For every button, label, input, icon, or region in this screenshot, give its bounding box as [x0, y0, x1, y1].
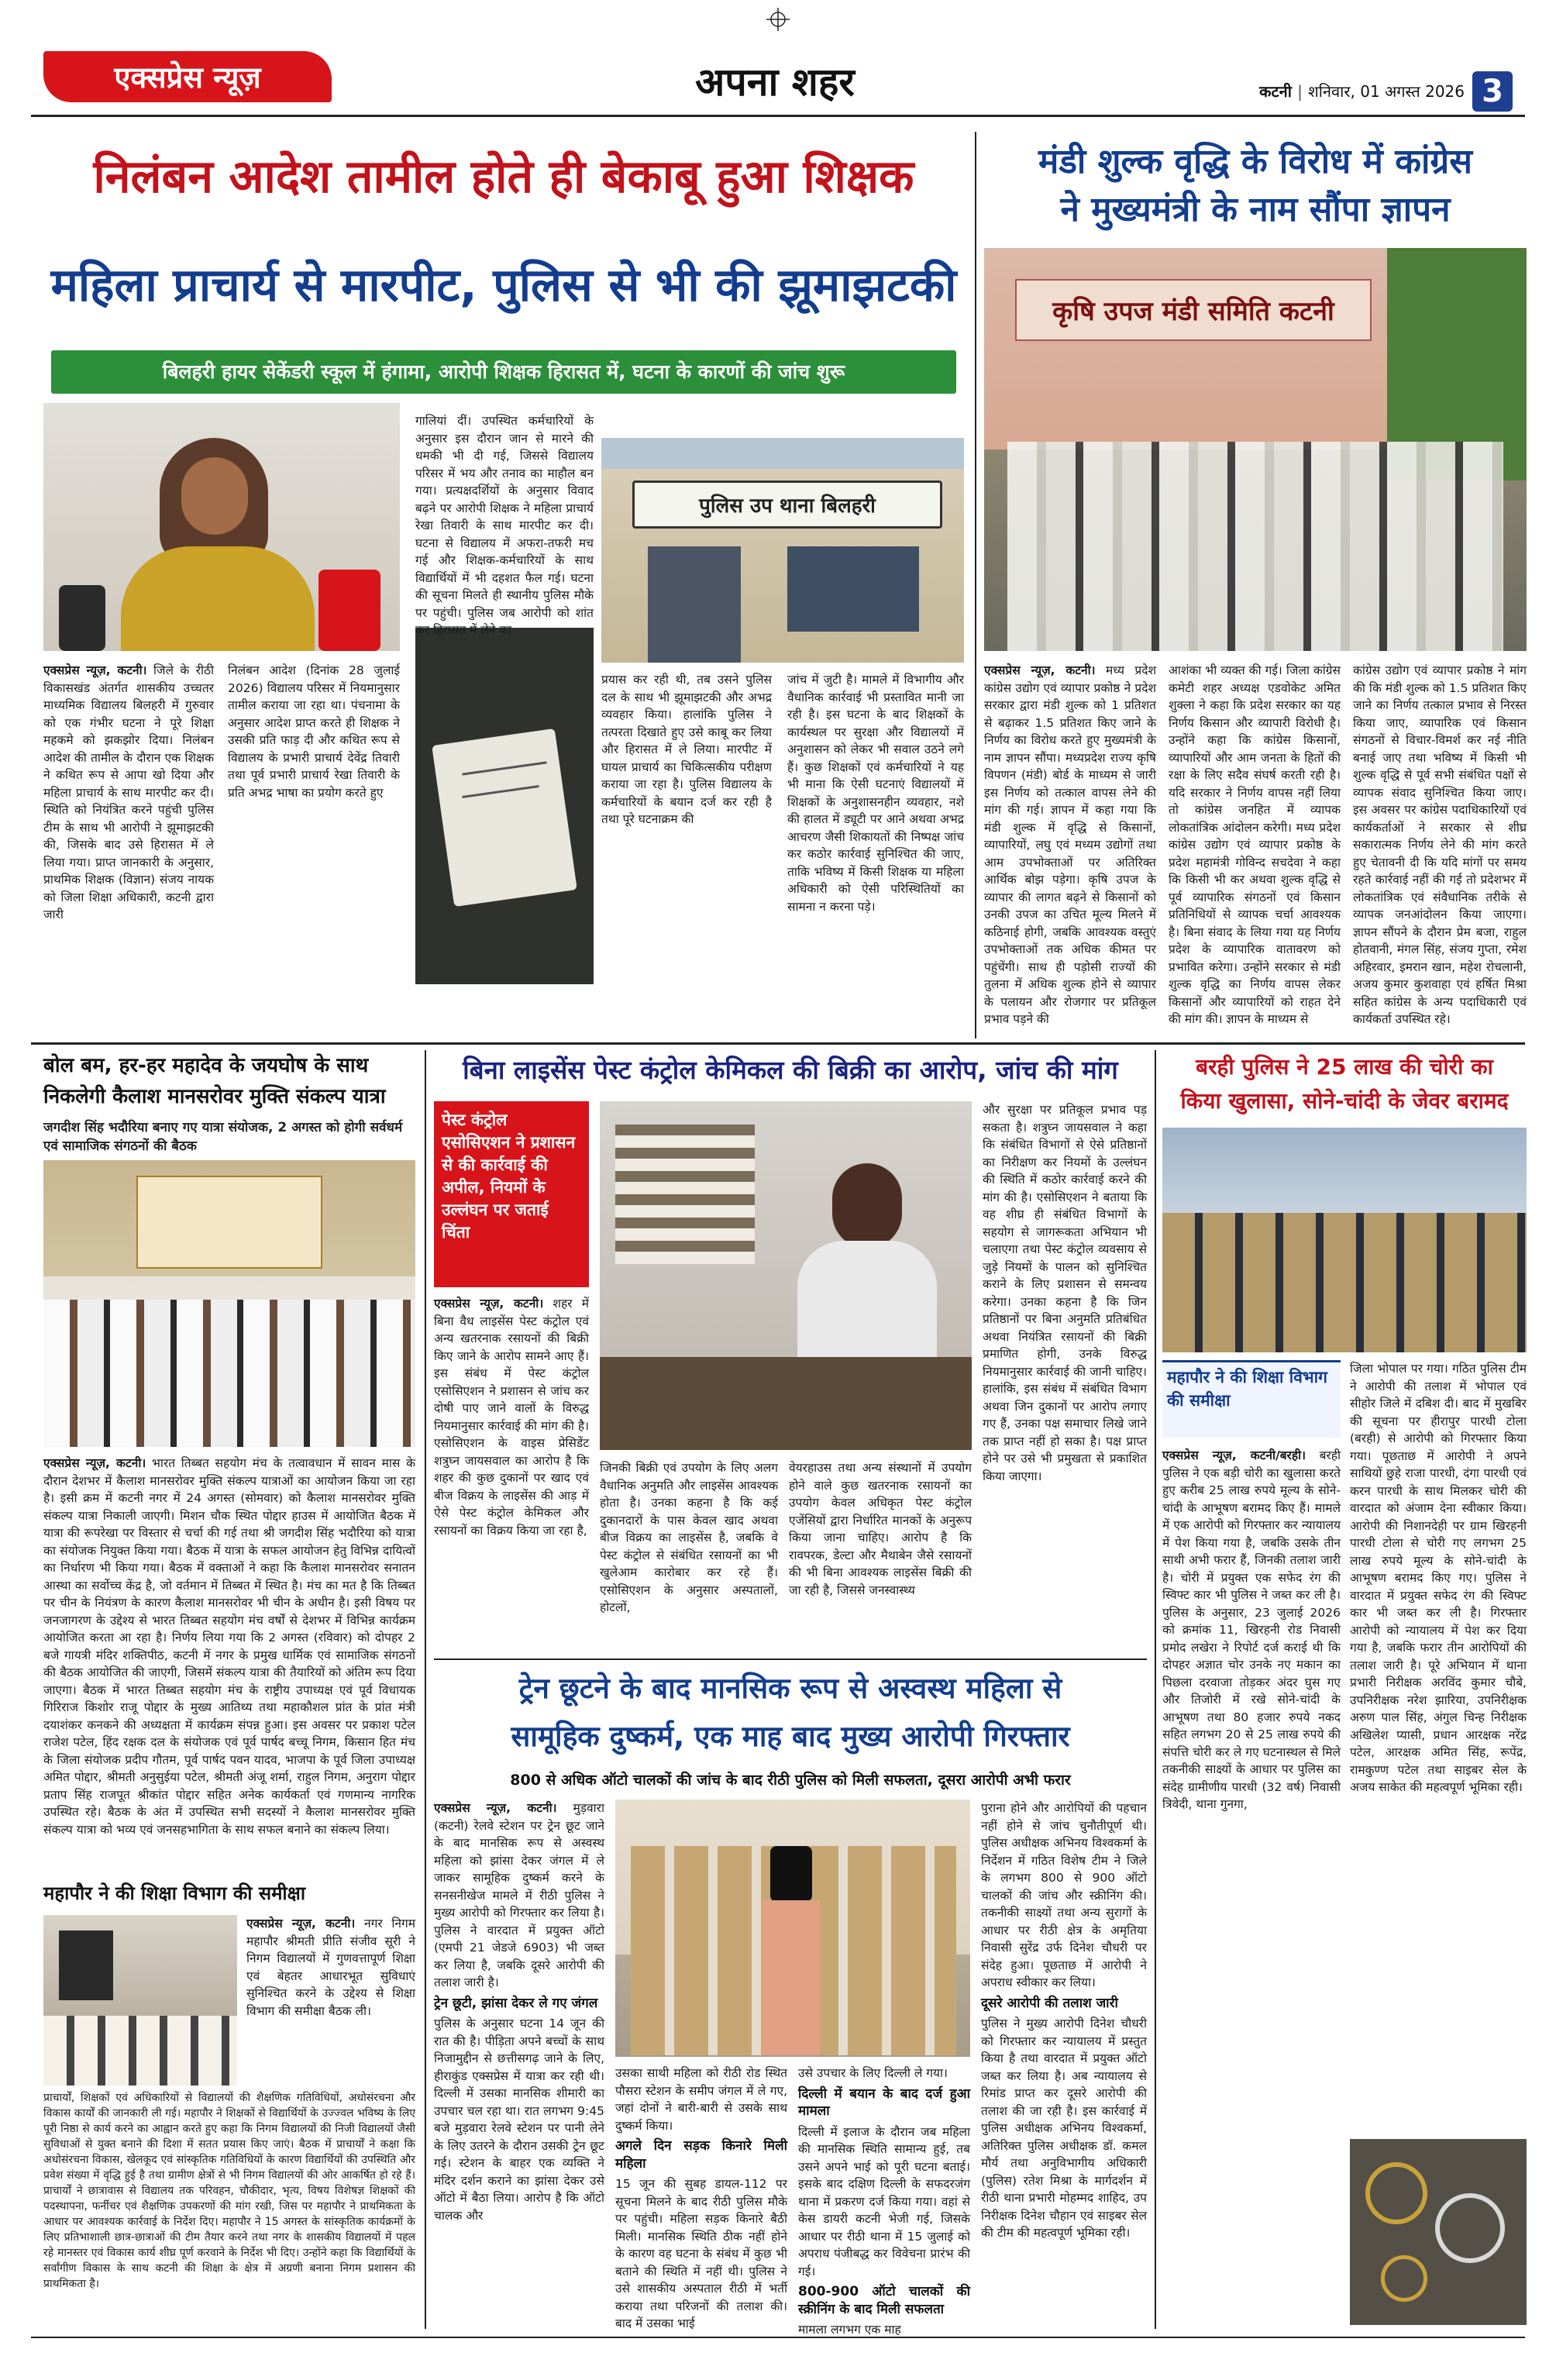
dateline: एक्सप्रेस न्यूज़, कटनी। — [434, 1801, 557, 1815]
headline-line-2: सामूहिक दुष्कर्म, एक माह बाद मुख्य आरोपी गिरफ्तार — [511, 1720, 1070, 1753]
story2-text-a: मध्य प्रदेश कांग्रेस उद्योग एवं व्यापार प्रकोष्ठ ने प्रदेश सरकार द्वारा मंडी शुल्क को 1 प्रतिशत से बढ़ाकर 1.5 प्रतिशत किए जाने के निर्णय का विरोध करते हुए मुख्यमंत्री के नाम ज्ञापन सौंपा। मध्यप्रदेश राज्य कृषि विपणन (मंडी) बोर्ड के माध्यम से जारी इस निर्णय को तत्काल वापस लेने की मांग की गई। ज्ञापन में कहा गया कि मंडी शुल्क में वृद्धि से किसानों, व्यापारियों, लघु एवं मध्यम उद्योगों तथा आम उपभोक्ताओं पर अतिरिक्त आर्थिक बोझ पड़ेगा। कृषि उपज के व्यापार की लागत बढ़ने से किसानों को उनकी उपज का उचित मूल्य मिलने में कठिनाई होगी, जबकि आवश्यक वस्तुएं उपभोक्ताओं तक अधिक कीमत पर पहुंचेंगी। साथ ही पड़ोसी राज्यों की तुलना में अधिक शुल्क होने से व्यापार के पलायन और रोजगार पर प्रतिकूल प्रभाव पड़ने की — [984, 663, 1157, 1026]
story3-body — [43, 1455, 415, 1889]
headline-line-2: किया खुलासा, सोने-चांदी के जेवर बरामद — [1180, 1088, 1509, 1114]
photo-memorandum-handover — [984, 248, 1527, 651]
story5-col-b: जिनकी बिक्री एवं उपयोग के लिए अलग वैधानिक अनुमति और लाइसेंस आवश्यक होता है। उनका कहना है कि कई दुकानदारों के पास केवल खाद अथवा बीज विक्रय का लाइसेंस है, जबकि वे पेस्ट कंट्रोल से संबंधित रसायनों का भी खुलेआम कारोबार कर रहे हैं। एसोसिएशन के अनुसार अस्पतालों, होटलों, — [600, 1461, 778, 1614]
story7-text-d: पुराना होने और आरोपियों की पहचान नहीं होने से जांच चुनौतीपूर्ण थी। पुलिस अधीक्षक अभिनय विश्वकर्मा के निर्देशन में गठित विशेष टीम ने जिले के लगभग 800 से 900 ऑटो चालकों की जांच और स्क्रीनिंग की। तकनीकी साक्ष्यों तथा अन्य सुरागों के आधार पर रीठी क्षेत्र के अमृतिया निवासी सुरेंद्र उर्फ दिनेश चौधरी पर संदेह हुआ। पूछताछ में आरोपी ने अपराध स्वीकार कर लिया। — [981, 1801, 1147, 1989]
photo-police-post — [601, 438, 964, 663]
headline: बिना लाइसेंस पेस्ट कंट्रोल केमिकल की बिक्री का आरोप, जांच की मांग — [463, 1055, 1118, 1085]
photo-meeting-group — [43, 1160, 415, 1447]
masthead-rule — [31, 115, 1525, 117]
story6-text-a: बरही पुलिस ने एक बड़ी चोरी का खुलासा करते हुए करीब 25 लाख रुपये मूल्य के सोने-चांदी के आभूषण बरामद किए हैं। मामले में एक आरोपी को गिरफ्तार कर न्यायालय में पेश किया गया है, जबकि उसके तीन साथी अभी फरार हैं, जिनकी तलाश जारी है। चोरी में प्रयुक्त एक सफेद रंग की स्विफ्ट कार भी पुलिस ने जब्त कर ली है। पुलिस के अनुसार, 23 जुलाई 2026 को क्रमांक 11, खिरहनी रोड निवासी प्रमोद लखेरा ने रिपोर्ट दर्ज कराई थी कि दोपहर अज्ञात चोर उनके नए मकान का पिछला दरवाजा तोड़कर अंदर घुस गए और तिजोरी में रखे सोने-चांदी के आभूषण तथा 80 हजार रुपये नकद सहित लगभग 20 से 25 लाख रुपये की संपत्ति चोरी कर ले गए घटनास्थल से मिले तकनीकी साक्ष्यों के आधार पर पुलिस का संदेह ग्रामीणीय पारधी (32 वर्ष) निवासी त्रिवेदी, थाना गुनगा, — [1162, 1448, 1341, 1811]
photo-principal-interview — [43, 403, 400, 651]
story1-col-d: प्रयास कर रही थी, तब उसने पुलिस दल के साथ भी झूमाझटकी और अभद्र व्यवहार किया। हालांकि पुलिस ने तत्परता दिखाते हुए उसे काबू कर लिया और हिरासत में ले लिया। मारपीट में घायल प्राचार्य का चिकित्सकीय परीक्षण कराया जा रहा है। पुलिस विद्यालय के कर्मचारियों के बयान दर्ज कर रही है तथा पूरे घटनाक्रम की — [601, 673, 772, 826]
subsection-heading: 800-900 ऑटो चालकों की स्क्रीनिंग के बाद मिली सफलता — [798, 2284, 970, 2317]
story7-text-a2: पुलिस के अनुसार घटना 14 जून की रात की है। पीड़िता अपने बच्चों के साथ निजामुद्दीन से छत्तीसगढ़ जाने के लिए, हीराकुंड एक्सप्रेस में यात्रा कर रही थी। दिल्ली में उसका मानसिक शीमारी का उपचार चल रहा था। रात लगभग 9:45 बजे मुड़वारा रेलवे स्टेशन पर पानी लेने के लिए उतरने के दौरान उसकी ट्रेन छूट गई। स्टेशन के बाहर एक व्यक्ति ने मंदिर दर्शन कराने का झांसा देकर उसे ऑटो में बैठा लिया। आरोप है कि ऑटो चालक और — [434, 2017, 604, 2223]
story7-col-c — [798, 2065, 970, 2337]
subhead: जगदीश सिंह भदौरिया बनाए गए यात्रा संयोजक, 2 अगस्त को होगी सर्वधर्म एवं सामाजिक संगठनों की बैठक — [43, 1120, 403, 1154]
story-pest-control — [434, 1050, 1147, 1655]
headline-line-1: ट्रेन छूटने के बाद मानसिक रूप से अस्वस्थ महिला से — [518, 1672, 1062, 1705]
story4-text-right: नगर निगम महापौर श्रीमती प्रीति संजीव सूरी ने निगम विद्यालयों में गुणवत्तापूर्ण शिक्षा एवं बेहतर आधारभूत सुविधाएं सुनिश्चित करने के उद्देश्य से शिक्षा विभाग की समीक्षा बैठक ली। — [246, 1917, 415, 2018]
photo-pest-control-office — [600, 1101, 972, 1450]
city-name: कटनी — [1259, 82, 1292, 101]
story7-text-b2: 15 जून की सुबह डायल-112 पर सूचना मिलने के बाद रीठी पुलिस मौके पर पहुंची। महिला सड़क किनारे बैठी मिली। मानसिक स्थिति ठीक नहीं होने के कारण वह घटना के संबंध में कुछ भी बताने की स्थिति में नहीं थी। पुलिस ने उसे शासकीय अस्पताल रीठी में भर्ती कराया तथा परिजनों की तलाश की। बाद में उसका भाई — [615, 2177, 787, 2330]
story2-col-a — [984, 662, 1156, 1038]
brand-name: एक्सप्रेस न्यूज़ — [114, 60, 261, 95]
headline-line-1: मंडी शुल्क वृद्धि के विरोध में कांग्रेस — [1038, 142, 1472, 181]
page-number: 3 — [1472, 71, 1513, 112]
story7-col-b — [615, 2065, 787, 2331]
horizontal-divider — [31, 1042, 1525, 1045]
story1-col-c: गालियां दीं। उपस्थित कर्मचारियों के अनुसार इस दौरान जान से मारने की धमकी भी दी गई, जिससे विद्यालय परिसर में भय और तनाव का माहौल बन गया। प्रत्यक्षदर्शियों के अनुसार विवाद बढ़ने पर आरोपी शिक्षक ने महिला प्राचार्य रेखा तिवारी के साथ मारपीट कर दी। घटना से विद्यालय में अफरा-तफरी मच गई और शिक्षक-कर्मचारियों के साथ विद्यार्थियों में भी दहशत फैल गई। घटना की सूचना मिलते ही स्थानीय पुलिस मौके पर पहुंची। पुलिस जब आरोपी को शांत कर हिरासत में लेने का — [415, 414, 594, 637]
headline-line-2: महिला प्राचार्य से मारपीट, पुलिस से भी की झूमाझटकी — [50, 258, 957, 312]
story6-col-a — [1162, 1447, 1341, 2323]
photo-recovered-jewellery — [1350, 2139, 1527, 2325]
section-title: अपना शहर — [695, 60, 855, 105]
vertical-divider-top — [975, 132, 976, 1038]
story4-col-right — [246, 1915, 415, 2086]
story6-col-b: जिला भोपाल पर गया। गठित पुलिस टीम ने आरोपी की तलाश में भोपाल एवं सीहोर जिले में दबिश दी। बाद में मुखबिर की सूचना पर हीरापुर पारधी टोला (बरही) से आरोपी को गिरफ्तार किया गया। पूछताछ में आरोपी ने अपने साथियों छुहे राजा पारधी, दंगा पारधी एवं करन पारधी के साथ मिलकर चोरी की वारदात को अंजाम देना स्वीकार किया। आरोपी की निशानदेही पर ग्राम खिरहनी पारधी टोला से चोरी गए लगभग 25 लाख रुपये मूल्य के सोने-चांदी के आभूषण बरामद किए गए। पुलिस ने वारदात में प्रयुक्त सफेद रंग की स्विफ्ट कार भी जब्त कर ली है। गिरफ्तार आरोपी को न्यायालय में पेश कर दिया गया है, जबकि फरार तीन आरोपियों की तलाश जारी है। पूरे अभियान में थाना प्रभारी निरीक्षक अरविंद कुमार चौबे, उपनिरीक्षक नरेश झारिया, उपनिरीक्षक अरुण पाल सिंह, अंगुल चिन्ह निरीक्षक अखिलेश प्यासी, प्रधान आरक्षक नरेंद्र पटेल, आरक्षक अमित सिंह, रूपेंद्र, रामकुण्ण पटेल तथा साइबर सेल के अजय साकेत की महत्वपूर्ण भूमिका रही। — [1350, 1362, 1527, 1794]
story-mandi-fee — [984, 132, 1527, 1038]
subsection-heading: दूसरे आरोपी की तलाश जारी — [981, 1995, 1118, 2011]
story-mayor-education-review — [43, 1879, 415, 2321]
story7-text-a: मुड़वारा (कटनी) रेलवे स्टेशन पर ट्रेन छूट जाने के बाद मानसिक रूप से अस्वस्थ महिला को झांसा देकर जंगल में ले जाकर सामूहिक दुष्कर्म करने के सनसनीखेज मामले में रीठी पुलिस ने मुख्य आरोपी को गिरफ्तार कर लिया है। पुलिस ने वारदात में प्रयुक्त ऑटो (एमपी 21 जेडजे 6903) भी जब्त कर लिया है, जबकि दूसरे आरोपी की तलाश जारी है। — [434, 1801, 604, 1989]
police-sign-text: पुलिस उप थाना बिलहरी — [699, 494, 876, 518]
dateline: एक्सप्रेस न्यूज़, कटनी/बरही। — [1162, 1448, 1306, 1462]
headline: महापौर ने की शिक्षा विभाग की समीक्षा — [43, 1882, 306, 1904]
inset-headline: महापौर ने की शिक्षा विभाग की समीक्षा — [1167, 1368, 1327, 1410]
headline-line-1: बोल बम, हर-हर महादेव के जयघोष के साथ — [43, 1054, 369, 1077]
dateline: एक्सप्रेस न्यूज़, कटनी। — [246, 1917, 356, 1931]
subsection-heading: ट्रेन छूटी, झांसा देकर ले गए जंगल — [434, 1995, 598, 2011]
dateline: एक्सप्रेस न्यूज़, कटनी। — [43, 1456, 146, 1470]
mandi-sign-text: कृषि उपज मंडी समिति कटनी — [1052, 296, 1334, 327]
brand-logo — [43, 51, 332, 102]
story5-col-d: और सुरक्षा पर प्रतिकूल प्रभाव पड़ सकता है। शत्रुघ्न जायसवाल ने कहा कि संबंधित विभागों से ऐसे प्रतिष्ठानों का निरीक्षण कर नियमों के उल्लंघन की स्थिति में कठोर कार्रवाई करने की मांग की है। एसोसिएशन ने बताया कि वह शीघ्र ही संबंधित विभागों के सहयोग से जागरूकता अभियान भी चलाएगा तथा पेस्ट कंट्रोल व्यवसाय से जुड़े नियमों के पालन को सुनिश्चित कराने के लिए प्रशासन से समन्वय करेगा। उनका कहना है कि जिन प्रतिष्ठानों पर बिना अनुमति प्रतिबंधित अथवा नियंत्रित रसायनों की बिक्री प्रमाणित होगी, उनके विरुद्ध नियमानुसार कार्रवाई की जानी चाहिए। हालांकि, इस संबंध में संबंधित विभाग अथवा जिन दुकानों पर आरोप लगाए गए हैं, उनका पक्ष समाचार लिखे जाने तक प्राप्त नहीं हो सका है। पक्ष प्राप्त होने पर उसे भी प्रमुखता से प्रकाशित किया जाएगा। — [983, 1103, 1147, 1483]
story1-col-a — [43, 662, 214, 1038]
subsection-heading: अगले दिन सड़क किनारे मिली महिला — [615, 2138, 787, 2172]
vertical-divider-left — [425, 1050, 426, 2329]
headline-line-2: निकलेगी कैलाश मानसरोवर मुक्ति संकल्प यात्रा — [43, 1085, 386, 1108]
story1-col-b: निलंबन आदेश (दिनांक 28 जुलाई 2026) विद्यालय परिसर में नियमानुसार तामील कराया जा रहा था। पंचनामा के अनुसार आदेश प्राप्त करते ही शिक्षक ने उसकी प्रति फाड़ दी और कथित रूप से विद्यालय के प्रभारी प्राचार्य देवेंद्र तिवारी तथा पूर्व प्रभारी प्राचार्य रेखा तिवारी के प्रति अभद्र भाषा का प्रयोग करते हुए — [228, 663, 400, 800]
story5-col-c: वेयरहाउस तथा अन्य संस्थानों में उपयोग होने वाले कुछ खतरनाक रसायनों का उपयोग केवल अधिकृत पेस्ट कंट्रोल एजेंसियों द्वारा निर्धारित मानकों के अनुरूप किया जाना चाहिए। आरोप है कि रावपरक, डेल्टा और मैथाबेन जैसे रसायनों की भी बिना आवश्यक लाइसेंस बिक्री की जा रही है, जिससे जनस्वास्थ्य — [789, 1461, 972, 1597]
story2-col-c: कांग्रेस उद्योग एवं व्यापार प्रकोष्ठ ने मांग की कि मंडी शुल्क को 1.5 प्रतिशत किए जाने का निर्णय तत्काल प्रभाव से निरस्त किया जाए, व्यापारिक एवं किसान संगठनों से विचार-विमर्श कर नई नीति बनाई जाए तथा भविष्य में किसी भी शुल्क वृद्धि से पूर्व सभी संबंधित पक्षों से व्यापक संवाद सुनिश्चित किया जाए। इस अवसर पर कांग्रेस पदाधिकारियों एवं कार्यकर्ताओं ने सरकार से शीघ्र सकारात्मक निर्णय लेने की मांग करते हुए चेतावनी दी कि यदि मांगों पर समय रहते कार्रवाई नहीं की गई तो प्रदेशभर में लोकतांत्रिक एवं संवैधानिक तरीके से व्यापक जनआंदोलन किया जाएगा। ज्ञापन सौंपने के दौरान प्रेम बजा, राहुल होतवानी, मंगल सिंह, संजय गुप्ता, रमेश अहिरवार, इमरान खान, महेश रोचलानी, अजय कुमार कुशवाहा एवं हर्षित मिश्रा सहित कांग्रेस के अन्य पदाधिकारी एवं कार्यकर्ता उपस्थित रहे। — [1353, 663, 1527, 1026]
photo-torn-order — [415, 628, 594, 984]
horizontal-divider-mid — [434, 1658, 1147, 1660]
photo-police-team — [1162, 1128, 1527, 1352]
vertical-divider-right — [1155, 1050, 1156, 2329]
story7-col-d — [981, 1800, 1147, 2331]
story4-body: प्राचार्यों, शिक्षकों एवं अधिकारियों से विद्यालयों की शैक्षणिक गतिविधियों, अधोसंरचना और विकास कार्यों की जानकारी ली गई। महापौर ने शिक्षकों से विद्यार्थियों के उज्ज्वल भविष्य के लिए पूरी निष्ठा से कार्य करने का आह्वान करते हुए कहा कि निगम विद्यालयों की निजी विद्यालयों जैसी सुविधाओं से युक्त बनाने की दिशा में सतत प्रयास किए जाएं। बैठक में प्राचार्यों ने कक्षा कि अधोसंरचना विकास, खेलकूद एवं सांस्कृतिक गतिविधियों के कारण विद्यार्थियों की उपस्थिति और प्रवेश संख्या में वृद्धि हुई है तथा ग्रामीण क्षेत्रों से भी निगम विद्यालयों की ओर आकर्षित हो रहे हैं। प्राचार्यों ने छात्रावास से विद्यालय तक परिवहन, चौकीदार, भृत्य, विषय विशेषज्ञ शिक्षकों की पदस्थापना, फर्नीचर एवं शैक्षणिक उपकरणों की मांग रखी, जिस पर महापौर ने प्राथमिकता के आधार पर आवश्यक कार्रवाई के निर्देश दिए। महापौर ने 15 अगस्त के सांस्कृतिक कार्यक्रमों के लिए प्रतिभाशाली छात्र-छात्राओं की टीम तैयार करने तथा नगर के शासकीय विद्यालयों में पहल रहे मानस्तर एवं विकास कार्य शीघ्र पूर्ण करवाने के निर्देश भी दिए। उन्होंने कहा कि विद्यार्थियों के सर्वांगीण विकास के साथ कटनी की शिक्षा के क्षेत्र में अग्रणी बनाना निगम प्रशासन की प्राथमिकता है। — [43, 2092, 415, 2290]
story7-text-c: उसे उपचार के लिए दिल्ली ले गया। — [798, 2066, 948, 2080]
story1-col-e: जांच में जुटी है। मामले में विभागीय और वैधानिक कार्रवाई भी प्रस्तावित मानी जा रही है। इस घटना के बाद शिक्षकों के कार्यस्थल पर सुरक्षा और विद्यालयों में अनुशासन को लेकर भी सवाल उठने लगे हैं। कुछ शिक्षकों एवं कर्मचारियों ने यह भी माना कि ऐसी घटनाएं विद्यालयों में शिक्षकों के अनुशासनहीन व्यवहार, नशे की हालत में ड्यूटी पर आने अथवा अभद्र आचरण जैसी शिकायतों की निष्पक्ष जांच कर कठोर कार्रवाई सुनिश्चित की जाए, ताकि भविष्य में किसी शिक्षक या महिला अधिकारी को ऐसी परिस्थितियों का सामना न करना पड़े। — [787, 673, 964, 914]
dateline: एक्सप्रेस न्यूज़, कटनी। — [43, 663, 147, 677]
story5-col-a — [434, 1295, 589, 1652]
story7-text-d2: पुलिस ने मुख्य आरोपी दिनेश चौधरी को गिरफ्तार कर न्यायालय में प्रस्तुत किया है तथा वारदात में प्रयुक्त ऑटो जब्त कर लिया है। अब न्यायालय से रिमांड प्राप्त कर दूसरे आरोपी की तलाश की जा रही है। इस कार्रवाई में पुलिस अधीक्षक अभिनय विश्वकर्मा, अतिरिक्त पुलिस अधीक्षक डॉ. कमल मौर्य तथा अनुविभागीय अधिकारी (पुलिस) रतेश मिश्रा के मार्गदर्शन में रीठी थाना प्रभारी मोहम्मद शाहिद, उप निरीक्षक दिनेश चौहान एवं साइबर सेल की टीम की महत्वपूर्ण भूमिका रही। — [981, 2017, 1147, 2240]
photo-accused-with-police — [615, 1800, 970, 2057]
story7-text-c3: मामला लगभग एक माह — [798, 2323, 901, 2337]
photo-review-meeting — [43, 1915, 237, 2086]
footer-rule — [31, 2337, 1525, 2338]
headline-line-1: निलंबन आदेश तामील होते ही बेकाबू हुआ शिक्षक — [93, 150, 914, 203]
story-barhi-theft — [1162, 1050, 1527, 2329]
callout-text: पेस्ट कंट्रोल एसोसिएशन ने प्रशासन से की कार्रवाई की अपील, नियमों के उल्लंघन पर जताई चिंता — [442, 1111, 576, 1242]
issue-info: कटनी | शनिवार, 01 अगस्त 2026 — [1259, 82, 1465, 101]
headline-line-1: बरही पुलिस ने 25 लाख की चोरी का — [1196, 1054, 1493, 1080]
story-teacher-assault — [43, 132, 964, 1038]
story7-text-c2: दिल्ली में इलाज के दौरान जब महिला की मानसिक स्थिति सामान्य हुई, तब उसने अपने भाई को पूरी घटना बताई। इसके बाद दक्षिण दिल्ली के सफदरजंग थाना में प्रकरण दर्ज किया गया। वहां से केस डायरी कटनी भेजी गई, जिसके आधार पर रीठी थाना में 15 जुलाई को अपराध पंजीबद्ध कर विवेचना प्रारंभ की गई। — [798, 2124, 970, 2278]
story-banner: बिलहरी हायर सेकेंडरी स्कूल में हंगामा, आरोपी शिक्षक हिरासत में, घटना के कारणों की जांच शुरू — [51, 350, 956, 394]
issue-date: शनिवार, 01 अगस्त 2026 — [1308, 82, 1465, 101]
story7-text-b: उसका साथी महिला को रीठी रोड स्थित पौसरा स्टेशन के समीप जंगल में ले गए, जहां दोनों ने बारी-बारी से उसके साथ दुष्कर्म किया। — [615, 2066, 787, 2133]
dateline: एक्सप्रेस न्यूज़, कटनी। — [434, 1297, 544, 1311]
inset-headline-box — [1162, 1360, 1341, 1438]
subhead: 800 से अधिक ऑटो चालकों की जांच के बाद रीठी पुलिस को मिली सफलता, दूसरा आरोपी अभी फरार — [510, 1772, 1071, 1789]
subsection-heading: दिल्ली में बयान के बाद दर्ज हुआ मामला — [798, 2086, 970, 2119]
callout-box — [434, 1101, 589, 1287]
headline-line-2: ने मुख्यमंत्री के नाम सौंपा ज्ञापन — [1060, 190, 1451, 229]
story2-col-b: आशंका भी व्यक्त की गई। जिला कांग्रेस कमेटी शहर अध्यक्ष एडवोकेट अमित शुक्ला ने कहा कि प्रदेश सरकार का यह निर्णय किसान और व्यापारी विरोधी है। उन्होंने कहा कि कांग्रेस किसानों, व्यापारियों और आम जनता के हितों की रक्षा के लिए सदैव संघर्ष करती रही है। यदि सरकार ने निर्णय वापस नहीं लिया तो कांग्रेस जनहित में व्यापक लोकतांत्रिक आंदोलन करेगी। मध्य प्रदेश कांग्रेस उद्योग एवं व्यापार प्रकोष्ठ के प्रदेश महामंत्री गोविन्द सचदेवा ने कहा कि किसी भी कर अथवा शुल्क वृद्धि से पूर्व व्यापारिक संगठनों एवं किसान प्रतिनिधियों से व्यापक चर्चा आवश्यक है। बिना संवाद के लिया गया यह निर्णय प्रदेश के व्यापारिक वातावरण को प्रभावित करेगा। उन्होंने सरकार से मंडी शुल्क वृद्धि का निर्णय वापस लेकर किसानों और व्यापारियों को राहत देने की मांग की। ज्ञापन के माध्यम से — [1169, 663, 1341, 1026]
story7-col-a — [434, 1800, 604, 2331]
crosshair-icon — [766, 8, 790, 31]
story3-text: भारत तिब्बत सहयोग मंच के तत्वावधान में सावन मास के दौरान देशभर में कैलाश मानसरोवर मुक्ति संकल्प यात्राओं का आयोजन किया जा रहा है। इसी क्रम में कटनी नगर में 24 अगस्त (सोमवार) को कैलाश मानसरोवर मुक्ति संकल्प यात्रा निकाली जाएगी। मिशन चौक स्थित पोद्दार हाउस में आयोजित बैठक में यात्रा की रूपरेखा पर विस्तार से चर्चा की गई तथा श्री जगदीश सिंह भदौरिया को यात्रा का संयोजक नियुक्त किया गया। बैठक में यात्रा के सफल आयोजन हेतु विभिन्न दायित्वों का निर्धारण भी किया गया। बैठक में वक्ताओं ने कहा कि कैलाश मानसरोवर सनातन आस्था का सर्वोच्च केंद्र है, जो वर्तमान में तिब्बत में स्थित है। मंच का मत है कि तिब्बत पर चीन के नियंत्रण के कारण कैलाश मानसरोवर भी चीन के अधीन है। इसी विषय पर जनजागरण के उद्देश्य से भारत तिब्बत सहयोग मंच वर्षों से देशभर में विभिन्न कार्यक्रम आयोजित करता आ रहा है। निर्णय लिया गया कि 2 अगस्त (रविवार) को दोपहर 2 बजे गायत्री मंदिर शक्तिपीठ, कटनी में नगर के प्रमुख धार्मिक एवं सामाजिक संगठनों की बैठक आयोजित की जाएगी, जिसमें संकल्प यात्रा की तैयारियों को अंतिम रूप दिया जाएगा। बैठक में भारत तिब्बत सहयोग मंच के राष्ट्रीय उपाध्यक्ष एवं पूर्व विधायक गिरिराज किशोर राजू पोद्दार के मुख्य आतिथ्य तथा महाकौशल प्रांत के प्रांत मंत्री दयाशंकर कनकने की अध्यक्षता में कार्यक्रम संपन्न हुआ। इस अवसर पर प्रकाश पटेल राजेश पटेल, हिंद रक्षक दल के संयोजक एवं पूर्व पार्षद बच्चू निगम, किसान हित मंच के जिला संयोजक प्रदीप गौतम, पूर्व पार्षद पवन यादव, भाजपा के पूर्व जिला उपाध्यक्ष अमित पोद्दार, श्रीमती अनुसुईया पटेल, श्रीमती अंजू शर्मा, राहुल निगम, अनुराग पोद्दार प्रताप सिंह राजपूत श्रीकांत पोद्दार सहित अनेक कार्यकर्ता एवं गणमान्य नागरिक उपस्थित रहे। बैठक के अंत में उपस्थित सभी सदस्यों ने कैलाश मानसरोवर मुक्ति संकल्प यात्रा को भव्य एवं जनसहभागिता के साथ सफल बनाने का संकल्प लिया। — [43, 1456, 415, 1837]
story5-text-a: शहर में बिना वैध लाइसेंस पेस्ट कंट्रोल एवं अन्य खतरनाक रसायनों की बिक्री किए जाने के आरोप सामने आए हैं। इस संबंध में पेस्ट कंट्रोल एसोसिएशन ने प्रशासन से जांच कर दोषी पाए जाने वालों के विरुद्ध नियमानुसार कार्रवाई की मांग की है। एसोसिएशन के वाइस प्रेसिडेंट शत्रुघ्न जायसवाल का आरोप है कि शहर की कुछ दुकानों पर खाद एवं बीज विक्रय के लाइसेंस की आड़ में ऐसे पेस्ट कंट्रोल केमिकल और रसायनों का विक्रय किया जा रहा है, — [434, 1297, 589, 1538]
masthead — [0, 0, 1556, 116]
story-assault-arrest — [434, 1666, 1147, 2337]
story1-text-a: जिले के रीठी विकासखंड अंतर्गत शासकीय उच्चतर माध्यमिक विद्यालय बिलहरी में गुरुवार को एक गंभीर घटना ने पूरे शिक्षा महकमे को झकझोर दिया। निलंबन आदेश की तामील के दौरान एक शिक्षक ने कथित रूप से आपा खो दिया और महिला प्राचार्य के साथ मारपीट कर दी। स्थिति को नियंत्रित करने पहुंची पुलिस टीम के साथ भी आरोपी ने झूमाझटकी की, जिसके बाद उसे हिरासत में ले लिया गया। प्राप्त जानकारी के अनुसार, प्राथमिक शिक्षक (विज्ञान) संजय नायक को जिला शिक्षा अधिकारी, कटनी द्वारा जारी — [43, 663, 214, 921]
dateline: एक्सप्रेस न्यूज़, कटनी। — [984, 663, 1096, 677]
